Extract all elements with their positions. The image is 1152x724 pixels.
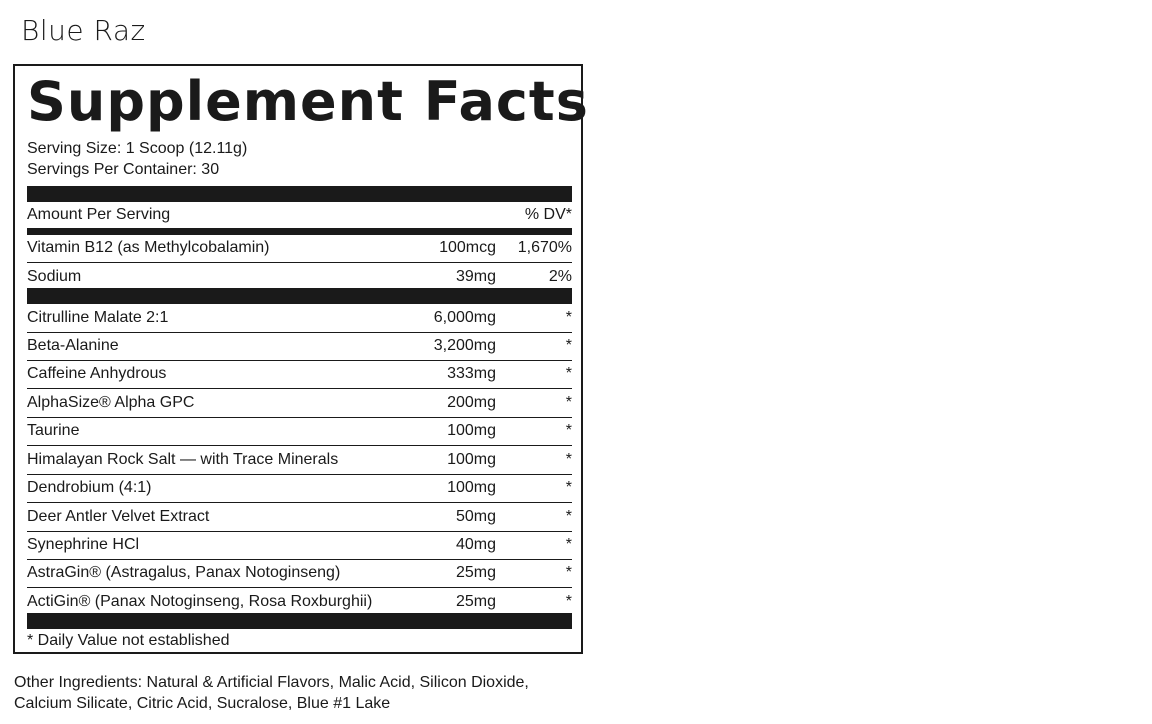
amount-header-label: Amount Per Serving — [27, 206, 171, 223]
table-row — [27, 417, 572, 446]
other-ingredients: Other Ingredients: Natural & Artificial Flavors, Malic Acid, Silicon Dioxide, Calcium Silicate, Citric Acid, Sucralose, Blue #1 Lake — [14, 674, 529, 712]
ingredient-amount: 25mg — [455, 593, 496, 610]
ingredient-dv: * — [565, 451, 572, 468]
ingredient-dv: * — [565, 536, 572, 553]
table-row — [27, 332, 572, 361]
ingredient-dv: * — [565, 479, 572, 496]
table-row — [27, 559, 572, 588]
ingredient-name: AlphaSize® Alpha GPC — [27, 394, 195, 411]
ingredient-name: Beta-Alanine — [27, 337, 119, 354]
ingredient-dv: * — [565, 309, 572, 326]
ingredient-dv: * — [565, 365, 572, 382]
servings-per-container: Servings Per Container: 30 — [27, 161, 220, 178]
table-row — [27, 474, 572, 503]
ingredient-amount: 100mg — [447, 479, 496, 496]
ingredient-amount: 333mg — [447, 365, 496, 382]
ingredient-amount: 50mg — [455, 508, 496, 525]
thick-divider — [27, 288, 572, 304]
ingredient-dv: * — [565, 564, 572, 581]
supplement-facts-panel — [13, 64, 589, 654]
table-row — [27, 503, 572, 532]
ingredient-amount: 200mg — [447, 394, 496, 411]
nutrient-dv: 1,670% — [517, 239, 572, 256]
dv-header-label: % DV* — [524, 206, 572, 223]
ingredient-name: Himalayan Rock Salt — with Trace Minerals — [27, 451, 339, 468]
nutrient-name: Vitamin B12 (as Methylcobalamin) — [27, 239, 270, 256]
ingredient-amount: 40mg — [455, 536, 496, 553]
ingredient-amount: 100mg — [447, 422, 496, 439]
table-row — [27, 304, 572, 333]
ingredient-name: Caffeine Anhydrous — [27, 365, 167, 382]
serving-size: Serving Size: 1 Scoop (12.11g) — [27, 140, 248, 157]
table-row — [27, 360, 572, 389]
ingredient-amount: 6,000mg — [433, 309, 496, 326]
ingredient-name: Deer Antler Velvet Extract — [27, 508, 210, 525]
thick-divider — [27, 613, 572, 629]
table-row — [27, 234, 572, 263]
nutrient-amount: 100mcg — [439, 239, 496, 256]
ingredient-dv: * — [565, 422, 572, 439]
nutrient-dv: 2% — [548, 268, 572, 285]
panel-title: Supplement Facts — [27, 70, 589, 133]
nutrient-amount: 39mg — [455, 268, 496, 285]
ingredient-amount: 3,200mg — [433, 337, 496, 354]
flavor-name: Blue Raz — [21, 14, 146, 47]
ingredient-name: Citrulline Malate 2:1 — [27, 309, 169, 326]
table-row — [27, 531, 572, 560]
amount-header-row — [27, 201, 572, 229]
ingredient-name: Taurine — [27, 422, 80, 439]
ingredient-dv: * — [565, 394, 572, 411]
daily-value-footnote: * Daily Value not established — [27, 632, 230, 649]
ingredient-dv: * — [565, 508, 572, 525]
ingredient-name: Synephrine HCl — [27, 536, 140, 553]
thick-divider — [27, 186, 572, 202]
table-row — [27, 588, 572, 616]
ingredient-name: Dendrobium (4:1) — [27, 479, 152, 496]
table-row — [27, 446, 572, 475]
ingredient-amount: 100mg — [447, 451, 496, 468]
ingredient-name: ActiGin® (Panax Notoginseng, Rosa Roxburghii) — [27, 593, 373, 610]
ingredient-amount: 25mg — [455, 564, 496, 581]
ingredient-dv: * — [565, 337, 572, 354]
table-row — [27, 389, 572, 418]
table-row — [27, 263, 572, 291]
nutrient-name: Sodium — [27, 268, 82, 285]
ingredient-name: AstraGin® (Astragalus, Panax Notoginseng) — [27, 564, 341, 581]
ingredient-dv: * — [565, 593, 572, 610]
